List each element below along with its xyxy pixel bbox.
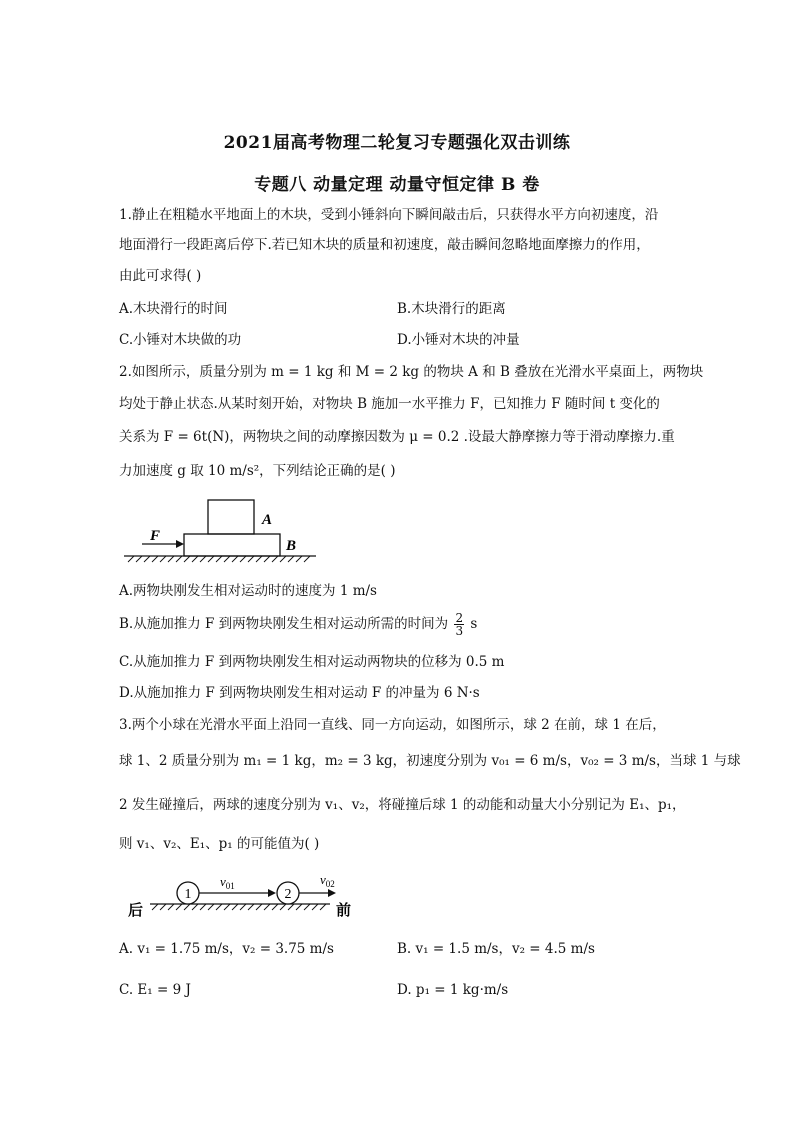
label-back: 后 [128, 903, 144, 919]
q2-line-4: 力加速度 g 取 10 m/s²，下列结论正确的是( ) [119, 463, 396, 479]
q1-line-3: 由此可求得( ) [119, 268, 202, 284]
q3-line-3: 2 发生碰撞后，两球的速度分别为 v₁、v₂，将碰撞后球 1 的动能和动量大小分别记为 E₁、p₁， [119, 797, 686, 813]
q2-option-d: D.从施加推力 F 到两物块刚发生相对运动 F 的冲量为 6 N·s [119, 685, 480, 701]
fraction-numerator: 2 [455, 611, 464, 625]
q3-line-4: 则 v₁、v₂、E₁、p₁ 的可能值为( ) [119, 836, 320, 852]
q2-option-b-text: B.从施加推力 F 到两物块刚发生相对运动所需的时间为 [119, 616, 449, 632]
q1-option-c: C.小锤对木块做的功 [119, 332, 242, 348]
q2-option-b-unit: s [470, 616, 478, 632]
q2-line-1: 2.如图所示，质量分别为 m = 1 kg 和 M = 2 kg 的物块 A 和 B 叠放在光滑水平桌面上，两物块 [119, 364, 704, 380]
q1-line-1: 1.静止在粗糙水平地面上的木块，受到小锤斜向下瞬间敲击后，只获得水平方向初速度，沿 [119, 207, 659, 223]
q2-option-a: A.两物块刚发生相对运动时的速度为 1 m/s [119, 583, 377, 599]
q1-option-d: D.小锤对木块的冲量 [397, 332, 520, 348]
q2-blocks-figure [120, 494, 320, 564]
q3-option-c: C. E₁ = 9 J [119, 982, 191, 998]
q3-option-d: D. p₁ = 1 kg·m/s [397, 982, 509, 998]
q3-line-2: 球 1、2 质量分别为 m₁ = 1 kg，m₂ = 3 kg，初速度分别为 v₀₁ = 6 m/s，v₀₂ = 3 m/s，当球 1 与球 [119, 753, 741, 769]
q1-line-2: 地面滑行一段距离后停下.若已知木块的质量和初速度，敲击瞬间忽略地面摩擦力的作用， [119, 237, 650, 253]
q3-option-a: A. v₁ = 1.75 m/s，v₂ = 3.75 m/s [119, 941, 334, 957]
q2-line-3: 关系为 F = 6t(N)，两物块之间的动摩擦因数为 μ = 0.2 .设最大静摩擦力等于滑动摩擦力.重 [119, 429, 675, 445]
q1-option-b: B.木块滑行的距离 [397, 301, 506, 317]
ball-2-label: 2 [284, 887, 292, 902]
fraction [454, 612, 464, 637]
v01-label: $v_{01}$ [220, 874, 235, 891]
ball-1-label: 1 [184, 887, 192, 902]
label-b: B [286, 538, 297, 554]
label-a: A [262, 512, 273, 528]
page-title: 2021届高考物理二轮复习专题强化双击训练 [223, 133, 571, 153]
label-front: 前 [336, 903, 352, 919]
q3-line-1: 3.两个小球在光滑水平面上沿同一直线、同一方向运动，如图所示，球 2 在前，球 1 在后， [119, 717, 666, 733]
label-f: F [150, 528, 161, 544]
page-subtitle: 专题八 动量定理 动量守恒定律 B 卷 [254, 175, 540, 195]
q3-balls-figure [124, 868, 364, 920]
q2-option-b [119, 612, 477, 637]
q1-option-a: A.木块滑行的时间 [119, 301, 228, 317]
v02-label: $v_{02}$ [320, 872, 335, 889]
q2-option-c: C.从施加推力 F 到两物块刚发生相对运动两物块的位移为 0.5 m [119, 654, 505, 670]
fraction-denominator: 3 [455, 624, 464, 638]
q3-option-b: B. v₁ = 1.5 m/s，v₂ = 4.5 m/s [397, 941, 595, 957]
q2-line-2: 均处于静止状态.从某时刻开始，对物块 B 施加一水平推力 F，已知推力 F 随时间 t 变化的 [119, 396, 660, 412]
